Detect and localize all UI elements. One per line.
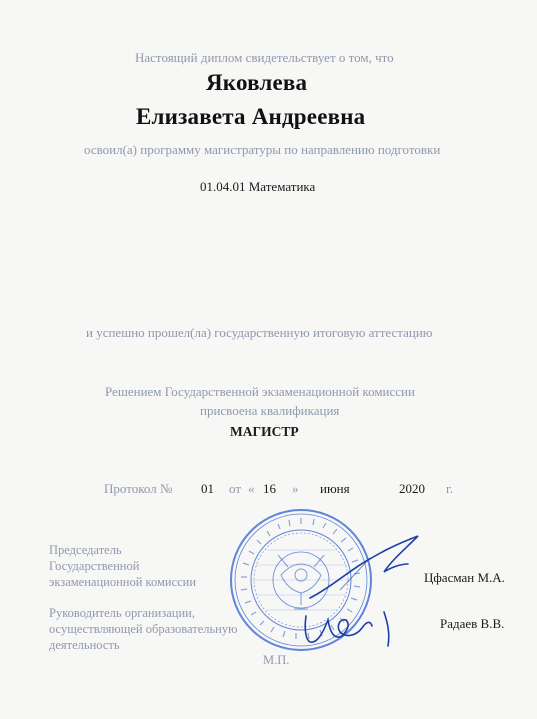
protocol-month: июня <box>320 481 350 496</box>
attestation-text: и успешно прошел(ла) государственную итоговую аттестацию <box>86 325 433 340</box>
protocol-number: 01 <box>201 481 214 496</box>
protocol-day: 16 <box>263 481 276 496</box>
protocol-year: 2020 <box>399 481 425 496</box>
head-title-line-3: деятельность <box>49 638 120 652</box>
protocol-close-quote: » <box>292 481 299 496</box>
program-mastered-text: освоил(а) программу магистратуры по направлению подготовки <box>84 142 441 157</box>
protocol-label: Протокол № <box>104 481 173 496</box>
decision-line-2: присвоена квалификация <box>200 403 340 418</box>
head-signature-icon <box>300 606 410 656</box>
protocol-from: от <box>229 481 242 496</box>
protocol-open-quote: « <box>248 481 255 496</box>
program-name: 01.04.01 Математика <box>200 179 316 194</box>
graduate-given-names: Елизавета Андреевна <box>136 104 366 129</box>
chair-title-line-2: Государственной <box>49 559 140 573</box>
head-name: Радаев В.В. <box>440 616 505 631</box>
head-title-line-1: Руководитель организации, <box>49 606 195 620</box>
seal-place-label: М.П. <box>263 653 290 667</box>
protocol-year-suffix: г. <box>446 481 454 496</box>
decision-line-1: Решением Государственной экзаменационной комиссии <box>105 384 415 399</box>
head-title-line-2: осуществляющей образовательную <box>49 622 238 636</box>
chair-title-line-3: экзаменационной комиссии <box>49 575 197 589</box>
intro-text: Настоящий диплом свидетельствует о том, что <box>135 50 394 65</box>
graduate-surname: Яковлева <box>206 70 308 95</box>
chair-title-line-1: Председатель <box>49 543 122 557</box>
chair-name: Цфасман М.А. <box>424 570 505 585</box>
qualification: МАГИСТР <box>230 424 299 439</box>
chair-signature-icon <box>300 520 430 610</box>
